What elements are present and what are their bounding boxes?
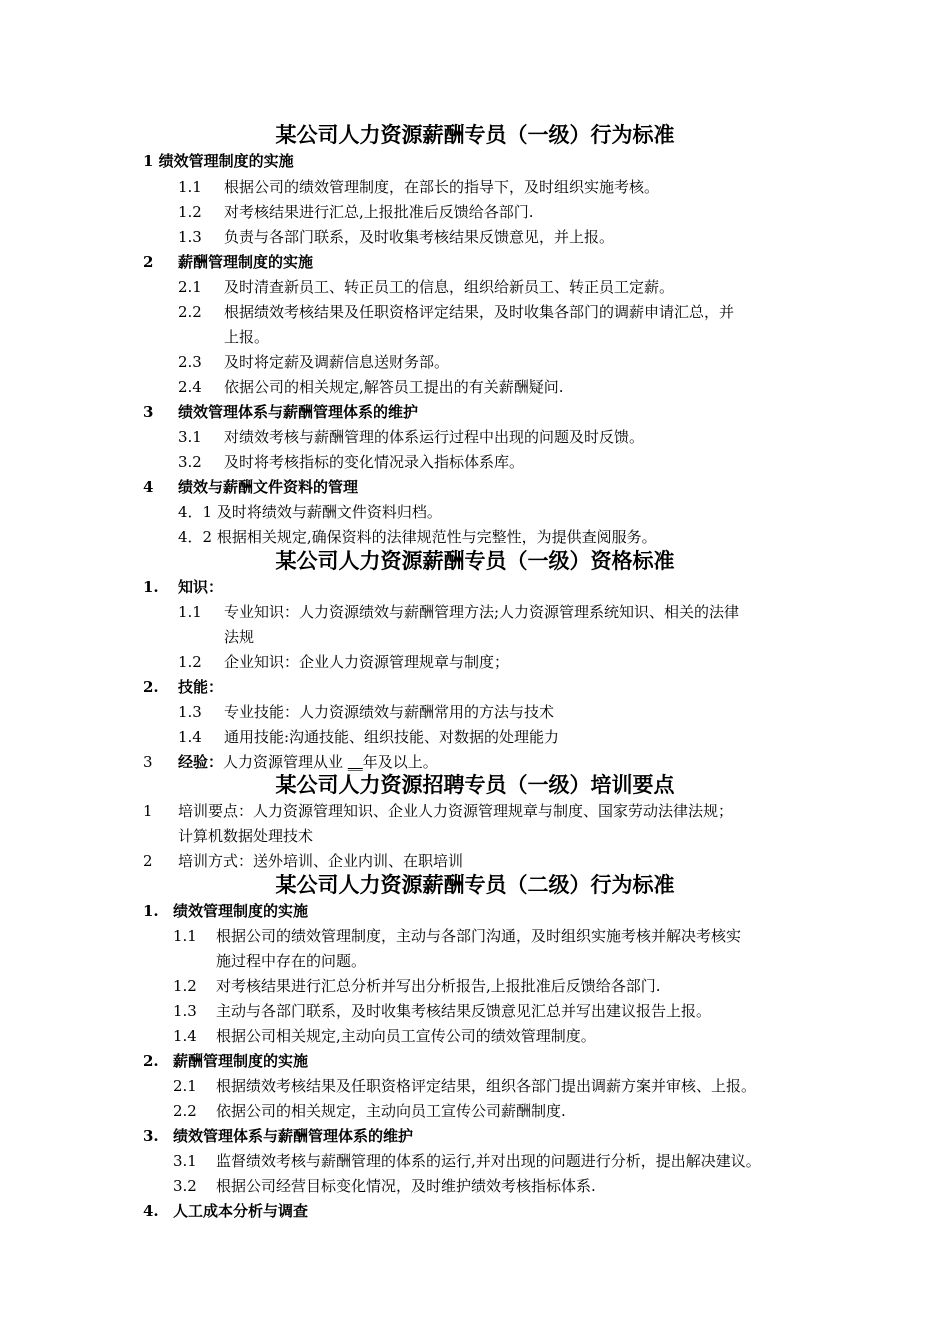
item-text: 负责与各部门联系，及时收集考核结果反馈意见，并上报。 xyxy=(224,228,615,246)
item-text-continued: 计算机数据处理技术 xyxy=(178,827,314,845)
item-number: 2 xyxy=(143,852,153,870)
item-number: 1.1 xyxy=(173,927,197,945)
item-text: 根据公司的绩效管理制度，主动与各部门沟通，及时组织实施考核并解决考核实 xyxy=(216,927,742,945)
item-number: 3.2 xyxy=(178,453,202,471)
item-number: 1 xyxy=(143,802,153,820)
item-number: 1.2 xyxy=(178,653,202,671)
item-number: 1.3 xyxy=(178,703,202,721)
heading-knowledge: 知识： xyxy=(178,578,224,596)
item-text: 培训方式：送外培训、企业内训、在职培训 xyxy=(178,852,464,870)
item-text: 监督绩效考核与薪酬管理的体系的运行,并对出现的问题进行分析，提出解决建议。 xyxy=(216,1152,761,1170)
heading-3: 绩效管理体系与薪酬管理体系的维护 xyxy=(178,403,419,421)
item-number: 3.2 xyxy=(173,1177,197,1195)
heading-1: 1 绩效管理制度的实施 xyxy=(143,152,294,170)
item-text: 4．2 根据相关规定,确保资料的法律规范性与完整性，为提供查阅服务。 xyxy=(178,528,657,546)
item-text: 专业技能：人力资源绩效与薪酬常用的方法与技术 xyxy=(224,703,555,721)
heading-number: 2. xyxy=(143,678,159,696)
heading-3: 绩效管理体系与薪酬管理体系的维护 xyxy=(173,1127,414,1145)
item-text: 及时将考核指标的变化情况录入指标体系库。 xyxy=(224,453,525,471)
item-number: 1.1 xyxy=(178,178,202,196)
item-text: 依据公司的相关规定，主动向员工宣传公司薪酬制度. xyxy=(216,1102,566,1120)
section-title-salary-l1-behavior: 某公司人力资源薪酬专员（一级）行为标准 xyxy=(275,122,675,147)
item-number: 1.2 xyxy=(173,977,197,995)
heading-2: 薪酬管理制度的实施 xyxy=(178,253,314,271)
item-text: 4．1 及时将绩效与薪酬文件资料归档。 xyxy=(178,503,442,521)
item-number: 2.1 xyxy=(178,278,202,296)
item-number: 2.4 xyxy=(178,378,202,396)
heading-number: 3. xyxy=(143,1127,159,1145)
heading-number: 4. xyxy=(143,1202,159,1220)
item-text: 根据公司的绩效管理制度，在部长的指导下，及时组织实施考核。 xyxy=(224,178,660,196)
heading-number: 3 xyxy=(143,403,154,421)
item-text-continued: 法规 xyxy=(224,628,255,646)
experience-line xyxy=(178,752,438,772)
item-text: 及时清查新员工、转正员工的信息，组织给新员工、转正员工定薪。 xyxy=(224,278,675,296)
heading-4: 人工成本分析与调查 xyxy=(173,1202,309,1220)
heading-number: 1. xyxy=(143,902,159,920)
section-title-recruit-l1-training: 某公司人力资源招聘专员（一级）培训要点 xyxy=(275,772,675,797)
item-text: 根据公司相关规定,主动向员工宣传公司的绩效管理制度。 xyxy=(216,1027,596,1045)
item-number: 1.1 xyxy=(178,603,202,621)
heading-number: 4 xyxy=(143,478,154,496)
heading-number: 2 xyxy=(143,253,154,271)
item-number: 2.2 xyxy=(178,303,202,321)
item-number: 1.2 xyxy=(178,203,202,221)
item-text: 依据公司的相关规定,解答员工提出的有关薪酬疑问. xyxy=(224,378,564,396)
heading-2: 薪酬管理制度的实施 xyxy=(173,1052,309,1070)
item-text-continued: 上报。 xyxy=(224,328,270,346)
experience-tail: 年及以上。 xyxy=(362,753,438,771)
item-text: 对考核结果进行汇总,上报批准后反馈给各部门. xyxy=(224,203,534,221)
item-text: 根据公司经营目标变化情况，及时维护绩效考核指标体系. xyxy=(216,1177,596,1195)
item-number: 1.3 xyxy=(173,1002,197,1020)
item-number: 2.2 xyxy=(173,1102,197,1120)
item-text: 专业知识：人力资源绩效与薪酬管理方法;人力资源管理系统知识、相关的法律 xyxy=(224,603,740,621)
item-number: 1.4 xyxy=(178,728,202,746)
item-text: 主动与各部门联系，及时收集考核结果反馈意见汇总并写出建议报告上报。 xyxy=(216,1002,712,1020)
item-text: 对绩效考核与薪酬管理的体系运行过程中出现的问题及时反馈。 xyxy=(224,428,645,446)
item-text: 及时将定薪及调薪信息送财务部。 xyxy=(224,353,450,371)
item-text: 根据绩效考核结果及任职资格评定结果，组织各部门提出调薪方案并审核、上报。 xyxy=(216,1077,757,1095)
heading-4: 绩效与薪酬文件资料的管理 xyxy=(178,478,359,496)
experience-years-blank: __ xyxy=(347,753,363,771)
heading-number: 2. xyxy=(143,1052,159,1070)
heading-number: 1. xyxy=(143,578,159,596)
section-title-salary-l2-behavior: 某公司人力资源薪酬专员（二级）行为标准 xyxy=(275,872,675,897)
item-text: 根据绩效考核结果及任职资格评定结果，及时收集各部门的调薪申请汇总，并 xyxy=(224,303,735,321)
item-number: 1.3 xyxy=(178,228,202,246)
item-text-continued: 施过程中存在的问题。 xyxy=(216,952,367,970)
section-title-salary-l1-qualification: 某公司人力资源薪酬专员（一级）资格标准 xyxy=(275,548,675,573)
item-text: 培训要点：人力资源管理知识、企业人力资源管理规章与制度、国家劳动法律法规； xyxy=(178,802,734,820)
item-text: 对考核结果进行汇总分析并写出分析报告,上报批准后反馈给各部门. xyxy=(216,977,661,995)
heading-skills: 技能： xyxy=(178,678,224,696)
heading-number: 3 xyxy=(143,753,153,771)
item-text: 企业知识：企业人力资源管理规章与制度； xyxy=(224,653,510,671)
experience-text: 人力资源管理从业 xyxy=(223,753,348,771)
item-number: 3.1 xyxy=(178,428,202,446)
item-text: 通用技能:沟通技能、组织技能、对数据的处理能力 xyxy=(224,728,560,746)
experience-label: 经验： xyxy=(178,753,224,771)
item-number: 2.1 xyxy=(173,1077,197,1095)
item-number: 3.1 xyxy=(173,1152,197,1170)
heading-1: 绩效管理制度的实施 xyxy=(173,902,309,920)
item-number: 2.3 xyxy=(178,353,202,371)
item-number: 1.4 xyxy=(173,1027,197,1045)
